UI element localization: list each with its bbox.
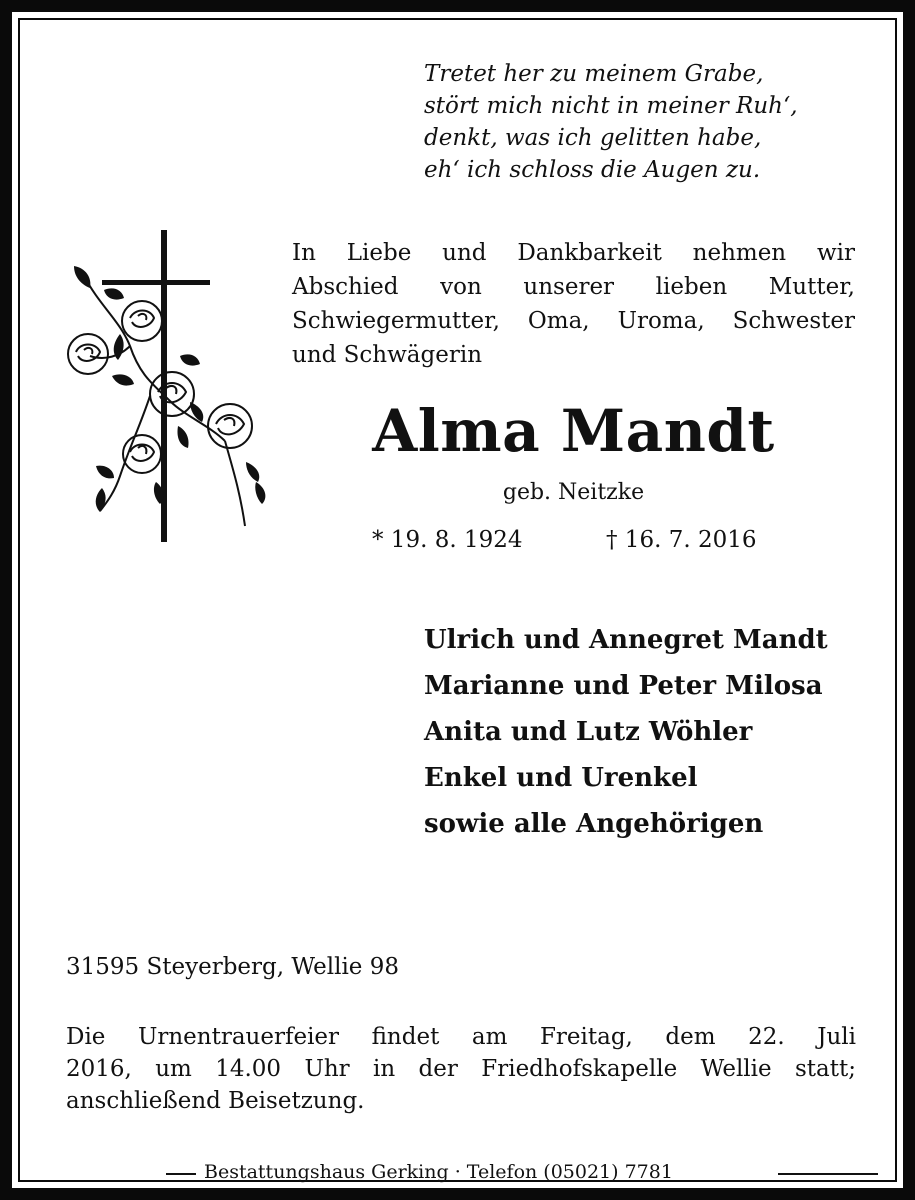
intro-line: Abschied von unserer lieben Mutter, bbox=[292, 274, 855, 300]
footer-text: Bestattungshaus Gerking · Telefon (05021) 7781 bbox=[204, 1161, 673, 1183]
intro-line: Schwiegermutter, Oma, Uroma, Schwester bbox=[292, 308, 855, 334]
footer-rule-left bbox=[166, 1173, 196, 1175]
birth-date: * 19. 8. 1924 bbox=[372, 527, 523, 553]
mourners-list bbox=[424, 617, 864, 847]
poem-line: stört mich nicht in meiner Ruh‘, bbox=[424, 93, 798, 119]
service-line: anschließend Beisetzung. bbox=[66, 1088, 365, 1114]
mourner-line: sowie alle Angehörigen bbox=[424, 809, 764, 839]
mourner-line: Anita und Lutz Wöhler bbox=[424, 717, 753, 747]
poem bbox=[424, 58, 854, 186]
mourner-line: Marianne und Peter Milosa bbox=[424, 671, 823, 701]
footer-rule-right bbox=[778, 1173, 878, 1175]
deceased-name: Alma Mandt bbox=[372, 397, 775, 465]
poem-line: eh‘ ich schloss die Augen zu. bbox=[424, 157, 761, 183]
intro-line: und Schwägerin bbox=[292, 342, 483, 368]
service-line: 2016, um 14.00 Uhr in der Friedhofskapelle Wellie statt; bbox=[66, 1056, 856, 1082]
mourner-line: Ulrich und Annegret Mandt bbox=[424, 625, 828, 655]
footer bbox=[26, 1158, 889, 1188]
address: 31595 Steyerberg, Wellie 98 bbox=[66, 954, 399, 980]
service-line: Die Urnentrauerfeier findet am Freitag, dem 22. Juli bbox=[66, 1024, 856, 1050]
cross-with-roses-icon bbox=[60, 226, 275, 546]
mourner-line: Enkel und Urenkel bbox=[424, 763, 698, 793]
inner-border bbox=[18, 18, 897, 1182]
service-notice bbox=[66, 1021, 856, 1117]
death-date: † 16. 7. 2016 bbox=[606, 527, 757, 553]
maiden-name: geb. Neitzke bbox=[502, 480, 645, 505]
poem-line: denkt, was ich gelitten habe, bbox=[424, 125, 762, 151]
intro-text bbox=[292, 236, 855, 372]
poem-line: Tretet her zu meinem Grabe, bbox=[424, 61, 764, 87]
intro-line: In Liebe und Dankbarkeit nehmen wir bbox=[292, 240, 855, 266]
